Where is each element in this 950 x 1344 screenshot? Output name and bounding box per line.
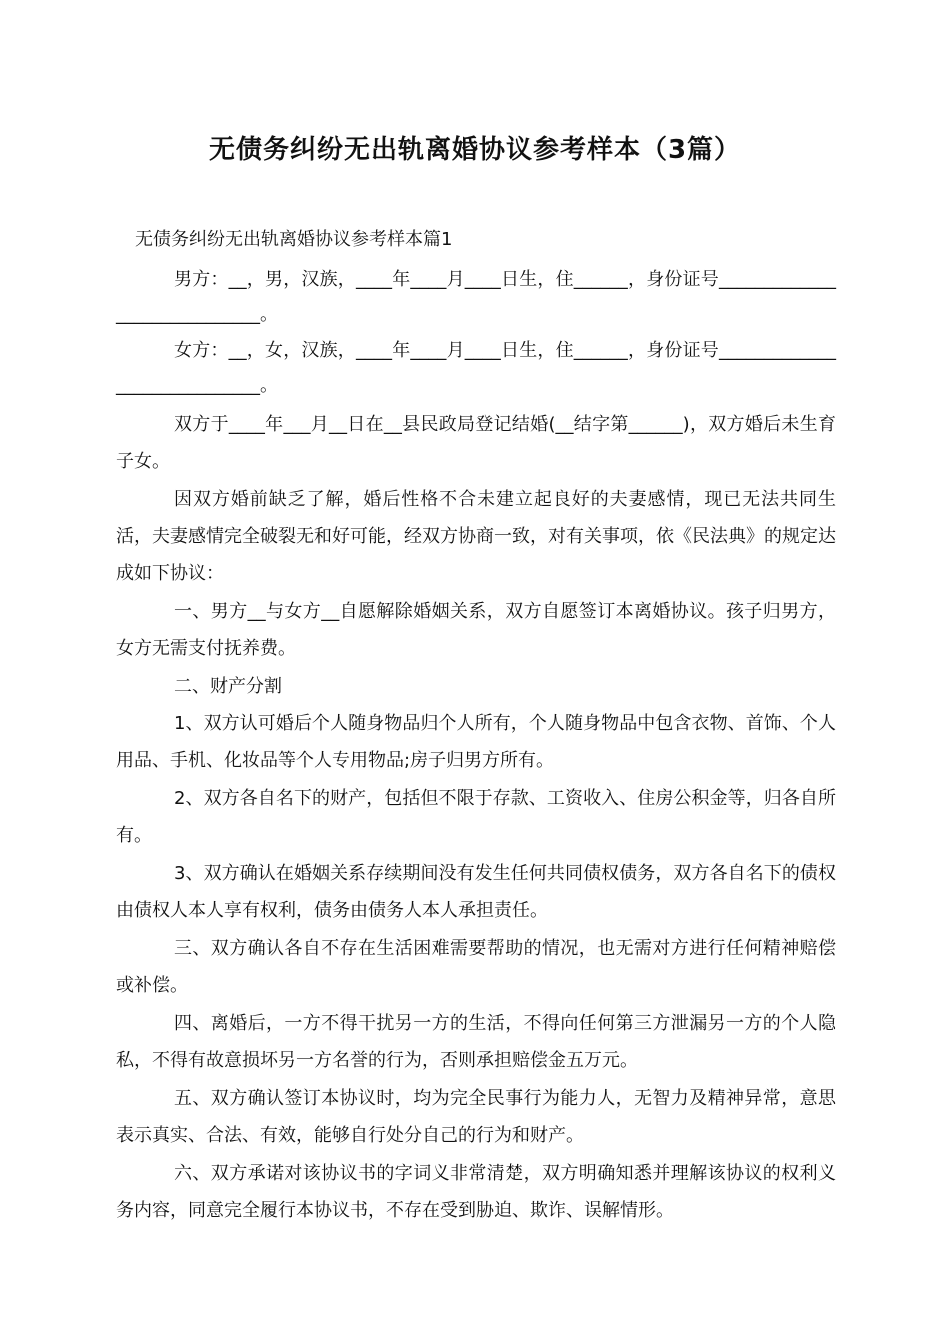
paragraph-clause-4: 四、离婚后，一方不得干扰另一方的生活，不得向任何第三方泄漏另一方的个人隐私，不得有故意损坏另一方名誉的行为，否则承担赔偿金五万元。	[116, 1013, 836, 1071]
paragraph-clause-6: 六、双方承诺对该协议书的字词义非常清楚，双方明确知悉并理解该协议的权利义务内容，同意完全履行本协议书，不存在受到胁迫、欺诈、误解情形。	[116, 1163, 836, 1221]
paragraph-male-party: 男方：__，男，汉族，____年____月____日生，住______，身份证号_____________________________。	[116, 269, 836, 325]
paragraph-female-party: 女方：__，女，汉族，____年____月____日生，住______，身份证号_____________________________。	[116, 340, 836, 396]
paragraph-property-item-1: 1、双方认可婚后个人随身物品归个人所有，个人随身物品中包含衣物、首饰、个人用品、手机、化妆品等个人专用物品;房子归男方所有。	[116, 713, 836, 771]
paragraph-property-item-3: 3、双方确认在婚姻关系存续期间没有发生任何共同债权债务，双方各自名下的债权由债权人本人享有权利，债务由债务人本人承担责任。	[116, 863, 836, 921]
paragraph-clause-5: 五、双方确认签订本协议时，均为完全民事行为能力人，无智力及精神异常，意思表示真实、合法、有效，能够自行处分自己的行为和财产。	[116, 1088, 836, 1146]
paragraph-marriage-registration: 双方于____年___月__日在__县民政局登记结婚(__结字第______)，双方婚后未生育子女。	[116, 414, 836, 472]
paragraph-clause-1: 一、男方__与女方__自愿解除婚姻关系，双方自愿签订本离婚协议。孩子归男方，女方无需支付抚养费。	[116, 601, 836, 659]
paragraph-clause-3: 三、双方确认各自不存在生活困难需要帮助的情况，也无需对方进行任何精神赔偿或补偿。	[116, 938, 836, 996]
paragraph-property-item-2: 2、双方各自名下的财产，包括但不限于存款、工资收入、住房公积金等，归各自所有。	[116, 788, 836, 846]
paragraph-clause-2-heading: 二、财产分割	[174, 676, 282, 697]
document-title: 无债务纠纷无出轨离婚协议参考样本（3篇）	[208, 135, 742, 165]
paragraph-reason: 因双方婚前缺乏了解，婚后性格不合未建立起良好的夫妻感情，现已无法共同生活，夫妻感情完全破裂无和好可能，经双方协商一致，对有关事项，依《民法典》的规定达成如下协议：	[116, 489, 836, 584]
section-heading: 无债务纠纷无出轨离婚协议参考样本篇1	[135, 229, 453, 250]
